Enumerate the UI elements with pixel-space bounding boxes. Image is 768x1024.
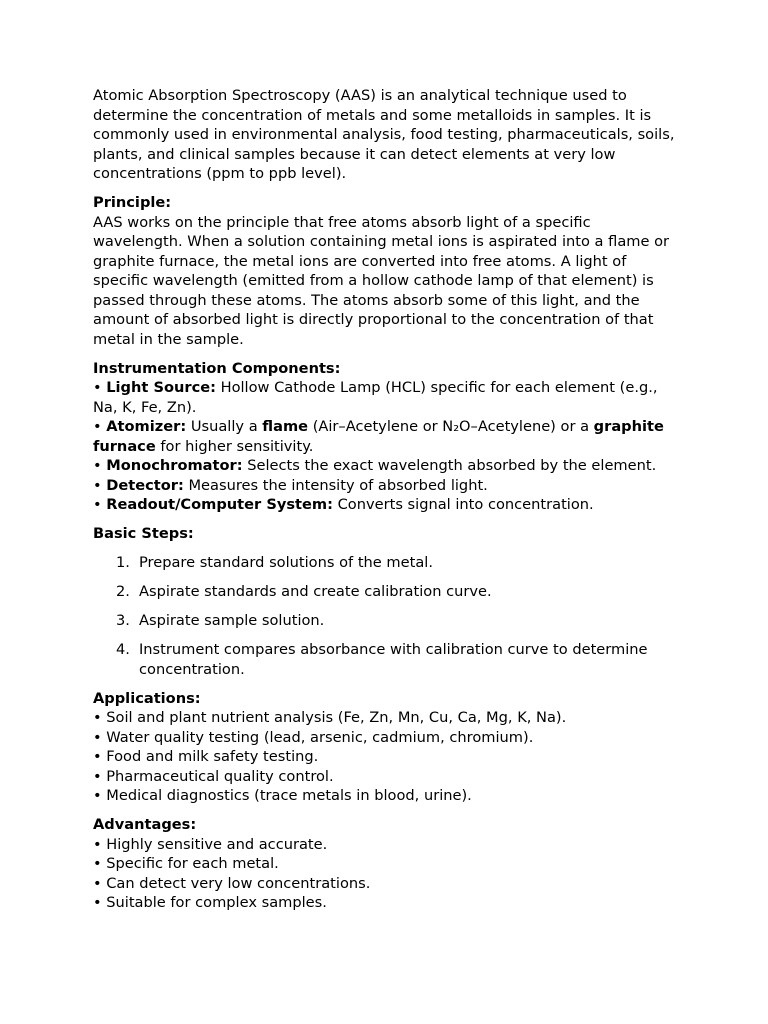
light-source-text: Hollow Cathode Lamp (HCL) specific for each element (e.g., Na, K, Fe, Zn). bbox=[93, 379, 658, 416]
monochromator-label: Monochromator: bbox=[106, 457, 243, 474]
monochromator-text: Selects the exact wavelength absorbed by the element. bbox=[242, 457, 657, 474]
bullet: • bbox=[93, 476, 102, 494]
step-text: Instrument compares absorbance with calibration curve to determine concentration. bbox=[139, 641, 648, 678]
list-item: • Specific for each metal. bbox=[93, 855, 279, 872]
advantages-heading: Advantages: bbox=[93, 816, 197, 833]
atomizer-text: (Air–Acetylene or N₂O–Acetylene) or a bbox=[308, 418, 594, 435]
principle-text: AAS works on the principle that free atoms absorb light of a specific wavelength. When a solution containing metal ions is aspirated into a flame or graphite furnace, the metal ions are converted into free atoms. A light of specific wavelength (emitted from a hollow cathode lamp of that element) is passed through these atoms. The atoms absorb some of this light, and the amount of absorbed light is directly proportional to the concentration of that metal in the sample. bbox=[93, 213, 670, 348]
detector-item bbox=[93, 476, 683, 496]
light-source-item bbox=[93, 378, 683, 417]
steps-section bbox=[93, 524, 683, 544]
list-item: • Pharmaceutical quality control. bbox=[93, 767, 334, 785]
atomizer-text: for higher sensitivity. bbox=[155, 437, 314, 455]
list-item: • Can detect very low concentrations. bbox=[93, 874, 371, 892]
step-number: 3. bbox=[116, 612, 130, 629]
steps-heading: Basic Steps: bbox=[93, 525, 194, 542]
monochromator-item bbox=[93, 456, 683, 476]
list-item: • Water quality testing (lead, arsenic, cadmium, chromium). bbox=[93, 728, 534, 746]
step-item bbox=[93, 640, 683, 679]
intro-paragraph: Atomic Absorption Spectroscopy (AAS) is an analytical technique used to determine the concentration of metals and some metalloids in samples. It is commonly used in environmental analysis, food testing, pharmaceuticals, soils, plants, and clinical samples because it can detect elements at very low concentrations (ppm to ppb level). bbox=[93, 87, 675, 182]
step-text: Prepare standard solutions of the metal. bbox=[139, 554, 433, 571]
list-item: • Highly sensitive and accurate. bbox=[93, 835, 328, 853]
step-text: Aspirate sample solution. bbox=[139, 612, 325, 629]
bullet: • bbox=[93, 457, 102, 474]
readout-text: Converts signal into concentration. bbox=[332, 496, 594, 513]
instrumentation-heading: Instrumentation Components: bbox=[93, 359, 341, 377]
applications-section bbox=[93, 689, 683, 806]
step-item bbox=[93, 611, 683, 631]
applications-heading: Applications: bbox=[93, 689, 201, 707]
instrumentation-section bbox=[93, 359, 683, 515]
atomizer-furnace: graphite furnace bbox=[93, 418, 664, 455]
atomizer-flame: flame bbox=[262, 418, 309, 435]
step-item bbox=[93, 582, 683, 602]
step-number: 4. bbox=[116, 641, 130, 658]
list-item: • Soil and plant nutrient analysis (Fe, Zn, Mn, Cu, Ca, Mg, K, Na). bbox=[93, 709, 567, 726]
readout-label: Readout/Computer System: bbox=[106, 496, 333, 513]
principle-section bbox=[93, 193, 683, 349]
step-text: Aspirate standards and create calibration curve. bbox=[139, 583, 492, 600]
atomizer-item bbox=[93, 417, 683, 456]
atomizer-text: Usually a bbox=[186, 418, 263, 435]
document-page bbox=[93, 86, 683, 922]
step-number: 2. bbox=[116, 583, 130, 600]
principle-heading: Principle: bbox=[93, 194, 172, 211]
step-item bbox=[93, 553, 683, 573]
detector-label: Detector: bbox=[106, 476, 184, 494]
bullet: • bbox=[93, 379, 102, 396]
list-item: • Food and milk safety testing. bbox=[93, 748, 319, 765]
light-source-label: Light Source: bbox=[106, 379, 216, 396]
detector-text: Measures the intensity of absorbed light. bbox=[183, 476, 488, 494]
list-item: • Medical diagnostics (trace metals in blood, urine). bbox=[93, 787, 472, 804]
bullet: • bbox=[93, 496, 102, 513]
bullet: • bbox=[93, 418, 102, 435]
advantages-section bbox=[93, 815, 683, 913]
steps-list bbox=[93, 553, 683, 679]
list-item: • Suitable for complex samples. bbox=[93, 894, 327, 911]
readout-item bbox=[93, 495, 683, 515]
atomizer-label: Atomizer: bbox=[106, 418, 187, 435]
step-number: 1. bbox=[116, 554, 130, 571]
